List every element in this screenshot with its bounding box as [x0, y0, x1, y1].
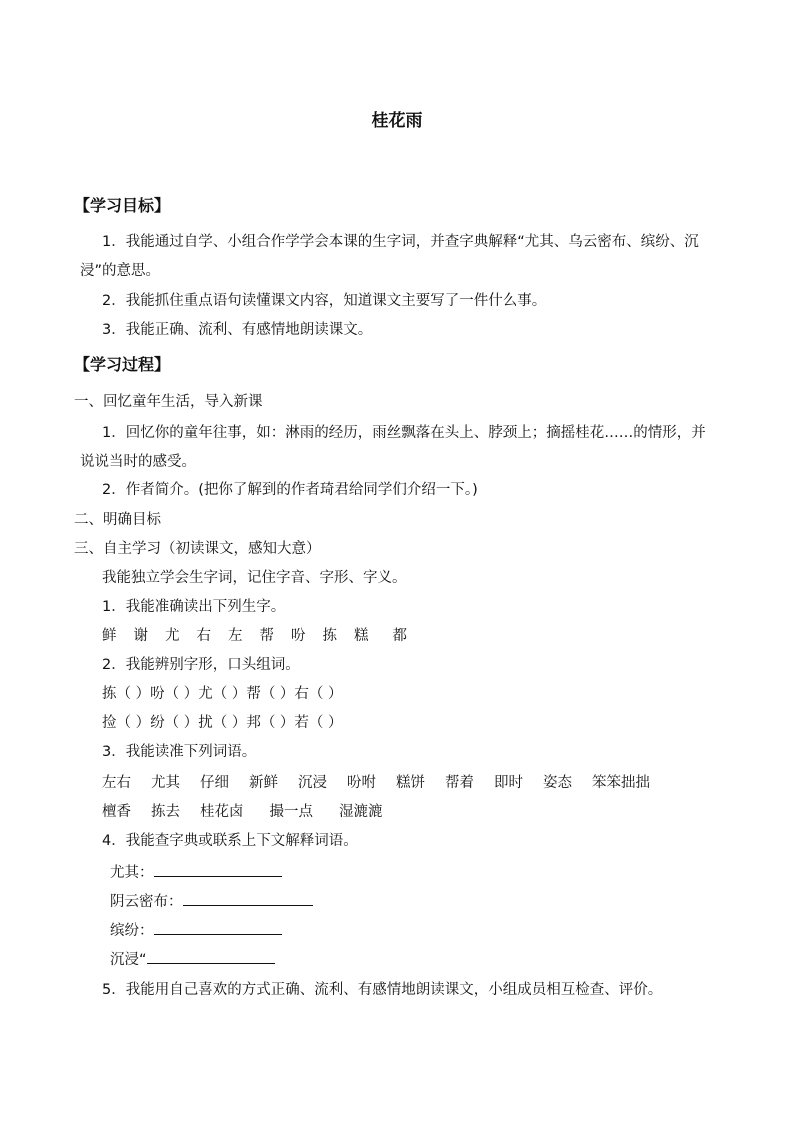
task-2-row-1: 拣（ ）吩（ ）尤（ ）帮（ ）右（ ）: [102, 686, 343, 702]
task-3-words-row-2: [102, 802, 403, 822]
word-item: 拣去: [151, 804, 180, 820]
section-1-item-1: 1．回忆你的童年往事，如：淋雨的经历，雨丝飘落在头上、脖颈上；摘摇桂花……的情形，并说说当时的感受。: [80, 425, 706, 470]
goals-heading: 【学习目标】: [74, 196, 171, 215]
answer-blank[interactable]: [147, 949, 275, 964]
task-5: 5．我能用自己喜欢的方式正确、流利、有感情地朗读课文，小组成员相互检查、评价。: [102, 982, 663, 998]
definition-row: [110, 862, 282, 883]
word-item: 帮着: [445, 775, 474, 791]
definition-word: 尤其：: [110, 865, 154, 881]
char-item: 帮: [259, 628, 274, 644]
task-3-words-row-1: [102, 773, 670, 793]
section-2-title: 二、明确目标: [74, 512, 161, 528]
definition-row: [110, 949, 275, 970]
word-item: 桂花卤: [200, 804, 244, 820]
answer-blank[interactable]: [154, 862, 282, 877]
task-2-row-2: 捡（ ）纷（ ）扰（ ）邦（ ）若（ ）: [102, 715, 343, 731]
char-item: 谢: [133, 628, 148, 644]
word-item: 尤其: [151, 775, 180, 791]
section-3-intro: 我能独立学会生字词，记住字音、字形、字义。: [102, 570, 407, 586]
task-3-label: 3．我能读准下列词语。: [102, 744, 257, 760]
word-item: 姿态: [543, 775, 572, 791]
section-1-title: 一、回忆童年生活，导入新课: [74, 394, 263, 410]
word-item: 糕饼: [396, 775, 425, 791]
section-3-title: 三、自主学习（初读课文，感知大意）: [74, 541, 321, 557]
char-item: 糕: [354, 628, 369, 644]
word-item: 沉浸: [298, 775, 327, 791]
task-1-label: 1．我能准确读出下列生字。: [102, 599, 286, 615]
char-item: 左: [228, 628, 243, 644]
char-item: 拣: [322, 628, 337, 644]
word-item: 左右: [102, 775, 131, 791]
definition-row: [110, 920, 282, 941]
word-item: 檀香: [102, 804, 131, 820]
answer-blank[interactable]: [183, 891, 313, 906]
page-title: 桂花雨: [371, 111, 423, 131]
definition-word: 缤纷：: [110, 923, 154, 939]
definition-word: 沉浸“: [110, 952, 147, 968]
char-item: 吩: [291, 628, 306, 644]
task-2-label: 2．我能辨别字形，口头组词。: [102, 657, 300, 673]
word-item: 仔细: [200, 775, 229, 791]
task-4-label: 4．我能查字典或联系上下文解释词语。: [102, 833, 358, 849]
char-item: 右: [196, 628, 211, 644]
definition-word: 阴云密布：: [110, 894, 183, 910]
word-item: 湿漉漉: [339, 804, 383, 820]
char-item: 鲜: [102, 628, 117, 644]
word-item: 撮一点: [269, 804, 313, 820]
goal-item-3: 3．我能正确、流利、有感情地朗读课文。: [102, 322, 373, 338]
char-item: 尤: [165, 628, 180, 644]
word-item: 新鲜: [249, 775, 278, 791]
task-1-chars: [102, 626, 424, 646]
word-item: 吩咐: [347, 775, 376, 791]
section-1-item-2: 2．作者简介。(把你了解到的作者琦君给同学们介绍一下。): [102, 482, 478, 498]
word-item: 笨笨拙拙: [592, 775, 650, 791]
word-item: 即时: [494, 775, 523, 791]
char-item: 都: [392, 628, 407, 644]
goal-item-2: 2．我能抓住重点语句读懂课文内容，知道课文主要写了一件什么事。: [102, 293, 547, 309]
process-heading: 【学习过程】: [74, 355, 171, 374]
answer-blank[interactable]: [154, 920, 282, 935]
definition-row: [110, 891, 313, 912]
goal-item-1: 1．我能通过自学、小组合作学学会本课的生字词，并查字典解释“尤其、乌云密布、缤纷、沉浸”的意思。: [80, 234, 699, 279]
